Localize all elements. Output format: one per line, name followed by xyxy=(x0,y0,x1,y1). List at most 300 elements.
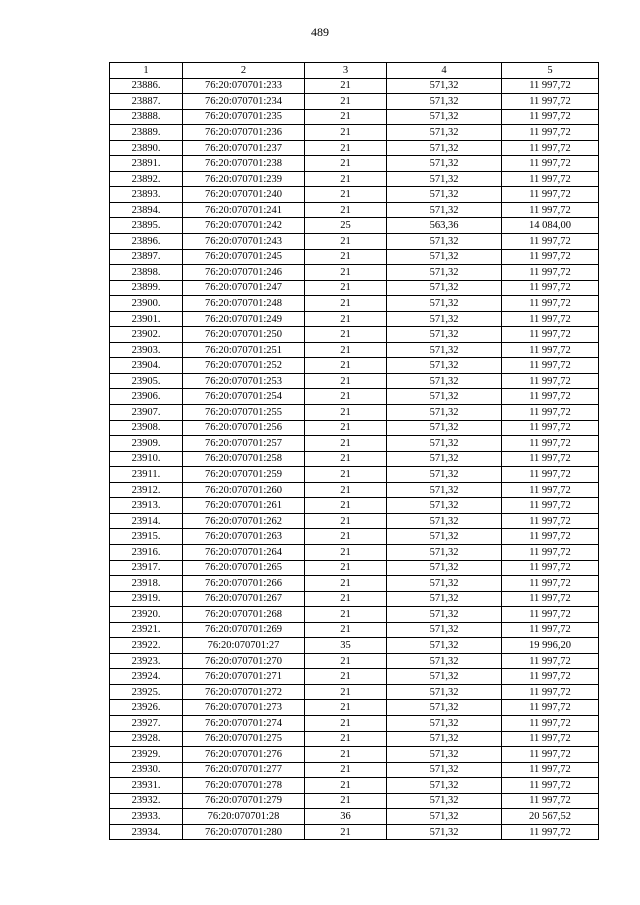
value-cell-3: 21 xyxy=(305,296,387,312)
value-cell-5: 11 997,72 xyxy=(502,498,599,514)
value-cell-3: 21 xyxy=(305,607,387,623)
cadastral-number-cell: 76:20:070701:251 xyxy=(183,342,305,358)
row-number-cell: 23917. xyxy=(110,560,183,576)
value-cell-3: 21 xyxy=(305,482,387,498)
row-number-cell: 23927. xyxy=(110,715,183,731)
value-cell-4: 571,32 xyxy=(387,373,502,389)
value-cell-4: 571,32 xyxy=(387,265,502,281)
value-cell-3: 21 xyxy=(305,513,387,529)
row-number-cell: 23892. xyxy=(110,171,183,187)
value-cell-5: 11 997,72 xyxy=(502,389,599,405)
value-cell-3: 35 xyxy=(305,638,387,654)
table-row xyxy=(110,265,599,281)
table-row xyxy=(110,94,599,110)
cadastral-number-cell: 76:20:070701:254 xyxy=(183,389,305,405)
value-cell-3: 21 xyxy=(305,436,387,452)
value-cell-5: 11 997,72 xyxy=(502,405,599,421)
row-number-cell: 23898. xyxy=(110,265,183,281)
value-cell-3: 21 xyxy=(305,747,387,763)
cadastral-number-cell: 76:20:070701:261 xyxy=(183,498,305,514)
row-number-cell: 23916. xyxy=(110,544,183,560)
value-cell-3: 21 xyxy=(305,544,387,560)
value-cell-4: 571,32 xyxy=(387,451,502,467)
value-cell-3: 21 xyxy=(305,669,387,685)
value-cell-3: 21 xyxy=(305,109,387,125)
row-number-cell: 23904. xyxy=(110,358,183,374)
row-number-cell: 23895. xyxy=(110,218,183,234)
row-number-cell: 23906. xyxy=(110,389,183,405)
table-row xyxy=(110,125,599,141)
table-row xyxy=(110,389,599,405)
value-cell-4: 563,36 xyxy=(387,218,502,234)
row-number-cell: 23905. xyxy=(110,373,183,389)
value-cell-4: 571,32 xyxy=(387,544,502,560)
value-cell-5: 11 997,72 xyxy=(502,715,599,731)
value-cell-4: 571,32 xyxy=(387,467,502,483)
row-number-cell: 23894. xyxy=(110,202,183,218)
value-cell-5: 11 997,72 xyxy=(502,560,599,576)
table-row xyxy=(110,747,599,763)
row-number-cell: 23919. xyxy=(110,591,183,607)
row-number-cell: 23924. xyxy=(110,669,183,685)
value-cell-3: 21 xyxy=(305,373,387,389)
value-cell-5: 11 997,72 xyxy=(502,576,599,592)
value-cell-5: 14 084,00 xyxy=(502,218,599,234)
table-row xyxy=(110,202,599,218)
table-row xyxy=(110,109,599,125)
value-cell-5: 11 997,72 xyxy=(502,234,599,250)
cadastral-number-cell: 76:20:070701:250 xyxy=(183,327,305,343)
table-row xyxy=(110,638,599,654)
cadastral-number-cell: 76:20:070701:273 xyxy=(183,700,305,716)
cadastral-number-cell: 76:20:070701:241 xyxy=(183,202,305,218)
value-cell-5: 11 997,72 xyxy=(502,622,599,638)
value-cell-3: 21 xyxy=(305,389,387,405)
row-number-cell: 23914. xyxy=(110,513,183,529)
table-row xyxy=(110,156,599,172)
value-cell-3: 21 xyxy=(305,202,387,218)
value-cell-4: 571,32 xyxy=(387,513,502,529)
value-cell-4: 571,32 xyxy=(387,669,502,685)
value-cell-3: 21 xyxy=(305,762,387,778)
value-cell-3: 21 xyxy=(305,140,387,156)
row-number-cell: 23900. xyxy=(110,296,183,312)
value-cell-5: 11 997,72 xyxy=(502,513,599,529)
table-row xyxy=(110,187,599,203)
cadastral-number-cell: 76:20:070701:237 xyxy=(183,140,305,156)
value-cell-3: 21 xyxy=(305,560,387,576)
value-cell-4: 571,32 xyxy=(387,529,502,545)
cadastral-number-cell: 76:20:070701:239 xyxy=(183,171,305,187)
cadastral-number-cell: 76:20:070701:248 xyxy=(183,296,305,312)
value-cell-4: 571,32 xyxy=(387,94,502,110)
cadastral-number-cell: 76:20:070701:233 xyxy=(183,78,305,94)
row-number-cell: 23909. xyxy=(110,436,183,452)
row-number-cell: 23891. xyxy=(110,156,183,172)
cadastral-number-cell: 76:20:070701:262 xyxy=(183,513,305,529)
cadastral-number-cell: 76:20:070701:266 xyxy=(183,576,305,592)
value-cell-5: 11 997,72 xyxy=(502,436,599,452)
value-cell-4: 571,32 xyxy=(387,249,502,265)
value-cell-3: 21 xyxy=(305,529,387,545)
value-cell-5: 11 997,72 xyxy=(502,420,599,436)
row-number-cell: 23910. xyxy=(110,451,183,467)
value-cell-4: 571,32 xyxy=(387,653,502,669)
value-cell-3: 21 xyxy=(305,778,387,794)
value-cell-3: 21 xyxy=(305,171,387,187)
value-cell-4: 571,32 xyxy=(387,591,502,607)
cadastral-number-cell: 76:20:070701:270 xyxy=(183,653,305,669)
value-cell-3: 21 xyxy=(305,156,387,172)
row-number-cell: 23922. xyxy=(110,638,183,654)
value-cell-4: 571,32 xyxy=(387,576,502,592)
row-number-cell: 23931. xyxy=(110,778,183,794)
value-cell-3: 21 xyxy=(305,653,387,669)
value-cell-5: 11 997,72 xyxy=(502,529,599,545)
table-row xyxy=(110,249,599,265)
table-row xyxy=(110,731,599,747)
row-number-cell: 23913. xyxy=(110,498,183,514)
value-cell-5: 11 997,72 xyxy=(502,94,599,110)
value-cell-3: 21 xyxy=(305,125,387,141)
table-row xyxy=(110,653,599,669)
value-cell-5: 11 997,72 xyxy=(502,311,599,327)
row-number-cell: 23933. xyxy=(110,809,183,825)
row-number-cell: 23908. xyxy=(110,420,183,436)
cadastral-number-cell: 76:20:070701:269 xyxy=(183,622,305,638)
value-cell-3: 21 xyxy=(305,420,387,436)
value-cell-3: 21 xyxy=(305,824,387,840)
value-cell-3: 21 xyxy=(305,78,387,94)
table-row xyxy=(110,715,599,731)
row-number-cell: 23928. xyxy=(110,731,183,747)
value-cell-5: 11 997,72 xyxy=(502,125,599,141)
value-cell-5: 11 997,72 xyxy=(502,731,599,747)
cadastral-number-cell: 76:20:070701:260 xyxy=(183,482,305,498)
value-cell-5: 11 997,72 xyxy=(502,793,599,809)
value-cell-4: 571,32 xyxy=(387,358,502,374)
value-cell-3: 25 xyxy=(305,218,387,234)
value-cell-4: 571,32 xyxy=(387,296,502,312)
cadastral-number-cell: 76:20:070701:278 xyxy=(183,778,305,794)
table-row xyxy=(110,451,599,467)
cadastral-number-cell: 76:20:070701:277 xyxy=(183,762,305,778)
value-cell-3: 21 xyxy=(305,327,387,343)
cadastral-number-cell: 76:20:070701:238 xyxy=(183,156,305,172)
value-cell-3: 21 xyxy=(305,622,387,638)
value-cell-4: 571,32 xyxy=(387,622,502,638)
row-number-cell: 23930. xyxy=(110,762,183,778)
row-number-cell: 23912. xyxy=(110,482,183,498)
table-row xyxy=(110,793,599,809)
table-row xyxy=(110,607,599,623)
value-cell-4: 571,32 xyxy=(387,436,502,452)
row-number-cell: 23925. xyxy=(110,684,183,700)
table-row xyxy=(110,218,599,234)
value-cell-4: 571,32 xyxy=(387,109,502,125)
value-cell-3: 21 xyxy=(305,234,387,250)
table-row xyxy=(110,234,599,250)
value-cell-3: 21 xyxy=(305,187,387,203)
table-row xyxy=(110,467,599,483)
table-row xyxy=(110,824,599,840)
cadastral-number-cell: 76:20:070701:246 xyxy=(183,265,305,281)
row-number-cell: 23888. xyxy=(110,109,183,125)
cadastral-number-cell: 76:20:070701:274 xyxy=(183,715,305,731)
cadastral-number-cell: 76:20:070701:28 xyxy=(183,809,305,825)
cadastral-number-cell: 76:20:070701:27 xyxy=(183,638,305,654)
row-number-cell: 23921. xyxy=(110,622,183,638)
value-cell-4: 571,32 xyxy=(387,778,502,794)
table-row xyxy=(110,513,599,529)
table-row xyxy=(110,296,599,312)
value-cell-5: 11 997,72 xyxy=(502,451,599,467)
value-cell-5: 11 997,72 xyxy=(502,265,599,281)
value-cell-5: 11 997,72 xyxy=(502,762,599,778)
value-cell-5: 11 997,72 xyxy=(502,156,599,172)
row-number-cell: 23886. xyxy=(110,78,183,94)
table-row xyxy=(110,700,599,716)
value-cell-3: 21 xyxy=(305,793,387,809)
cadastral-number-cell: 76:20:070701:276 xyxy=(183,747,305,763)
header-cell-3: 3 xyxy=(305,63,387,79)
value-cell-5: 11 997,72 xyxy=(502,778,599,794)
value-cell-3: 21 xyxy=(305,576,387,592)
value-cell-3: 21 xyxy=(305,684,387,700)
cadastral-number-cell: 76:20:070701:280 xyxy=(183,824,305,840)
value-cell-3: 36 xyxy=(305,809,387,825)
header-cell-1: 1 xyxy=(110,63,183,79)
value-cell-4: 571,32 xyxy=(387,715,502,731)
value-cell-3: 21 xyxy=(305,451,387,467)
table-row xyxy=(110,420,599,436)
table-row xyxy=(110,482,599,498)
value-cell-5: 11 997,72 xyxy=(502,202,599,218)
cadastral-number-cell: 76:20:070701:235 xyxy=(183,109,305,125)
table-row xyxy=(110,778,599,794)
value-cell-5: 11 997,72 xyxy=(502,373,599,389)
row-number-cell: 23887. xyxy=(110,94,183,110)
value-cell-4: 571,32 xyxy=(387,187,502,203)
row-number-cell: 23903. xyxy=(110,342,183,358)
table-row xyxy=(110,140,599,156)
cadastral-number-cell: 76:20:070701:236 xyxy=(183,125,305,141)
cadastral-number-cell: 76:20:070701:240 xyxy=(183,187,305,203)
cadastral-number-cell: 76:20:070701:272 xyxy=(183,684,305,700)
cadastral-number-cell: 76:20:070701:265 xyxy=(183,560,305,576)
header-cell-5: 5 xyxy=(502,63,599,79)
value-cell-5: 11 997,72 xyxy=(502,249,599,265)
value-cell-5: 11 997,72 xyxy=(502,684,599,700)
value-cell-3: 21 xyxy=(305,715,387,731)
row-number-cell: 23889. xyxy=(110,125,183,141)
value-cell-5: 11 997,72 xyxy=(502,700,599,716)
row-number-cell: 23918. xyxy=(110,576,183,592)
table-row xyxy=(110,591,599,607)
value-cell-4: 571,32 xyxy=(387,280,502,296)
value-cell-4: 571,32 xyxy=(387,498,502,514)
header-cell-2: 2 xyxy=(183,63,305,79)
table-row xyxy=(110,684,599,700)
cadastral-number-cell: 76:20:070701:271 xyxy=(183,669,305,685)
value-cell-4: 571,32 xyxy=(387,78,502,94)
cadastral-number-cell: 76:20:070701:275 xyxy=(183,731,305,747)
value-cell-5: 11 997,72 xyxy=(502,78,599,94)
value-cell-4: 571,32 xyxy=(387,202,502,218)
cadastral-number-cell: 76:20:070701:247 xyxy=(183,280,305,296)
value-cell-4: 571,32 xyxy=(387,482,502,498)
table-row xyxy=(110,622,599,638)
cadastral-number-cell: 76:20:070701:252 xyxy=(183,358,305,374)
table-row xyxy=(110,373,599,389)
value-cell-5: 11 997,72 xyxy=(502,140,599,156)
value-cell-3: 21 xyxy=(305,342,387,358)
value-cell-4: 571,32 xyxy=(387,731,502,747)
table-row xyxy=(110,669,599,685)
cadastral-number-cell: 76:20:070701:256 xyxy=(183,420,305,436)
value-cell-3: 21 xyxy=(305,265,387,281)
value-cell-4: 571,32 xyxy=(387,234,502,250)
value-cell-4: 571,32 xyxy=(387,405,502,421)
value-cell-4: 571,32 xyxy=(387,311,502,327)
header-cell-4: 4 xyxy=(387,63,502,79)
value-cell-4: 571,32 xyxy=(387,125,502,141)
value-cell-5: 11 997,72 xyxy=(502,187,599,203)
row-number-cell: 23907. xyxy=(110,405,183,421)
value-cell-4: 571,32 xyxy=(387,684,502,700)
cadastral-number-cell: 76:20:070701:234 xyxy=(183,94,305,110)
table-row xyxy=(110,280,599,296)
value-cell-5: 11 997,72 xyxy=(502,591,599,607)
cadastral-number-cell: 76:20:070701:263 xyxy=(183,529,305,545)
value-cell-3: 21 xyxy=(305,280,387,296)
table-row xyxy=(110,342,599,358)
value-cell-4: 571,32 xyxy=(387,560,502,576)
value-cell-5: 11 997,72 xyxy=(502,296,599,312)
value-cell-5: 19 996,20 xyxy=(502,638,599,654)
value-cell-5: 11 997,72 xyxy=(502,280,599,296)
table-row xyxy=(110,358,599,374)
value-cell-4: 571,32 xyxy=(387,762,502,778)
cadastral-number-cell: 76:20:070701:258 xyxy=(183,451,305,467)
table-row xyxy=(110,436,599,452)
value-cell-4: 571,32 xyxy=(387,809,502,825)
value-cell-3: 21 xyxy=(305,731,387,747)
table-body xyxy=(110,78,599,840)
table-row xyxy=(110,762,599,778)
value-cell-3: 21 xyxy=(305,591,387,607)
table-row xyxy=(110,311,599,327)
value-cell-4: 571,32 xyxy=(387,342,502,358)
value-cell-3: 21 xyxy=(305,700,387,716)
row-number-cell: 23890. xyxy=(110,140,183,156)
table-row xyxy=(110,405,599,421)
value-cell-5: 11 997,72 xyxy=(502,653,599,669)
value-cell-3: 21 xyxy=(305,358,387,374)
value-cell-4: 571,32 xyxy=(387,327,502,343)
value-cell-4: 571,32 xyxy=(387,638,502,654)
row-number-cell: 23934. xyxy=(110,824,183,840)
cadastral-number-cell: 76:20:070701:279 xyxy=(183,793,305,809)
row-number-cell: 23899. xyxy=(110,280,183,296)
cadastral-number-cell: 76:20:070701:255 xyxy=(183,405,305,421)
row-number-cell: 23926. xyxy=(110,700,183,716)
row-number-cell: 23929. xyxy=(110,747,183,763)
table-header xyxy=(110,63,599,79)
value-cell-5: 11 997,72 xyxy=(502,669,599,685)
cadastral-number-cell: 76:20:070701:268 xyxy=(183,607,305,623)
table-row xyxy=(110,498,599,514)
row-number-cell: 23896. xyxy=(110,234,183,250)
value-cell-3: 21 xyxy=(305,498,387,514)
value-cell-5: 20 567,52 xyxy=(502,809,599,825)
table-row xyxy=(110,576,599,592)
table-row xyxy=(110,544,599,560)
page-number: 489 xyxy=(311,25,329,39)
value-cell-4: 571,32 xyxy=(387,171,502,187)
value-cell-5: 11 997,72 xyxy=(502,544,599,560)
value-cell-5: 11 997,72 xyxy=(502,109,599,125)
cadastral-number-cell: 76:20:070701:245 xyxy=(183,249,305,265)
value-cell-3: 21 xyxy=(305,249,387,265)
value-cell-4: 571,32 xyxy=(387,607,502,623)
table-row xyxy=(110,171,599,187)
table-row xyxy=(110,560,599,576)
value-cell-4: 571,32 xyxy=(387,747,502,763)
data-table xyxy=(109,62,599,840)
value-cell-4: 571,32 xyxy=(387,156,502,172)
value-cell-4: 571,32 xyxy=(387,824,502,840)
row-number-cell: 23923. xyxy=(110,653,183,669)
cadastral-number-cell: 76:20:070701:253 xyxy=(183,373,305,389)
value-cell-5: 11 997,72 xyxy=(502,171,599,187)
value-cell-3: 21 xyxy=(305,311,387,327)
value-cell-5: 11 997,72 xyxy=(502,342,599,358)
value-cell-4: 571,32 xyxy=(387,420,502,436)
value-cell-5: 11 997,72 xyxy=(502,467,599,483)
table-row xyxy=(110,327,599,343)
row-number-cell: 23901. xyxy=(110,311,183,327)
cadastral-number-cell: 76:20:070701:267 xyxy=(183,591,305,607)
row-number-cell: 23911. xyxy=(110,467,183,483)
row-number-cell: 23920. xyxy=(110,607,183,623)
value-cell-5: 11 997,72 xyxy=(502,482,599,498)
cadastral-number-cell: 76:20:070701:257 xyxy=(183,436,305,452)
value-cell-5: 11 997,72 xyxy=(502,747,599,763)
row-number-cell: 23893. xyxy=(110,187,183,203)
value-cell-4: 571,32 xyxy=(387,140,502,156)
table-row xyxy=(110,809,599,825)
value-cell-3: 21 xyxy=(305,405,387,421)
cadastral-number-cell: 76:20:070701:242 xyxy=(183,218,305,234)
value-cell-5: 11 997,72 xyxy=(502,607,599,623)
value-cell-5: 11 997,72 xyxy=(502,358,599,374)
table-row xyxy=(110,78,599,94)
row-number-cell: 23932. xyxy=(110,793,183,809)
value-cell-4: 571,32 xyxy=(387,793,502,809)
table-row xyxy=(110,529,599,545)
value-cell-4: 571,32 xyxy=(387,700,502,716)
value-cell-5: 11 997,72 xyxy=(502,327,599,343)
row-number-cell: 23902. xyxy=(110,327,183,343)
value-cell-3: 21 xyxy=(305,94,387,110)
cadastral-number-cell: 76:20:070701:264 xyxy=(183,544,305,560)
cadastral-number-cell: 76:20:070701:243 xyxy=(183,234,305,250)
value-cell-4: 571,32 xyxy=(387,389,502,405)
cadastral-number-cell: 76:20:070701:259 xyxy=(183,467,305,483)
row-number-cell: 23915. xyxy=(110,529,183,545)
value-cell-5: 11 997,72 xyxy=(502,824,599,840)
